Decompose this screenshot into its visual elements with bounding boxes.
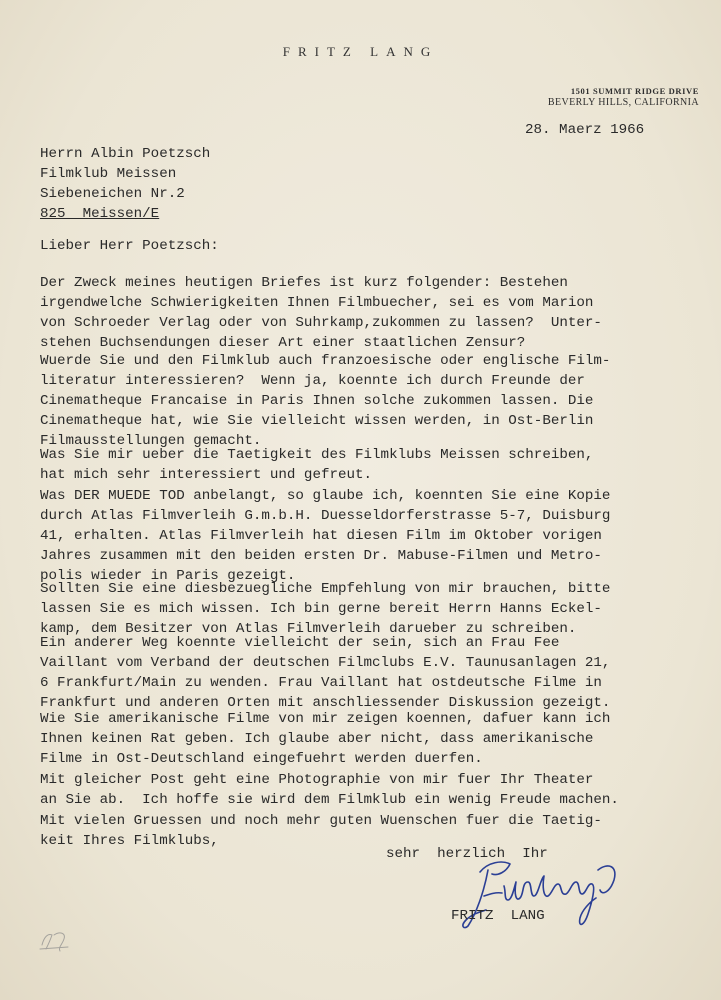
letterhead-city: BEVERLY HILLS, CALIFORNIA <box>547 97 699 108</box>
recipient-line-4: 825 Meissen/E <box>40 206 160 222</box>
closing-phrase: sehr herzlich Ihr <box>386 846 548 862</box>
pencil-mark <box>38 925 72 953</box>
paragraph-2: Wuerde Sie und den Filmklub auch franzoesische oder englische Film- literatur interessieren? Wenn ja, koennte ich durch Freunde der Cinematheque Francaise in Paris Ihnen solche zukommen lassen. Die Cinematheque hat, wie Sie vielleicht wissen werden, in Ost-Berlin Filmausstellungen gemacht. <box>40 353 611 449</box>
paragraph-3: Was Sie mir ueber die Taetigkeit des Filmklubs Meissen schreiben, hat mich sehr interessiert und gefreut. <box>40 447 594 483</box>
paragraph-9: Mit vielen Gruessen und noch mehr guten Wuenschen fuer die Taetig- keit Ihres Filmklubs, <box>40 813 602 849</box>
letterhead-name: FRITZ LANG <box>282 44 439 59</box>
letterhead-street: 1501 SUMMIT RIDGE DRIVE <box>570 86 699 96</box>
recipient-address <box>40 144 210 224</box>
paragraph-4: Was DER MUEDE TOD anbelangt, so glaube ich, koennten Sie eine Kopie durch Atlas Filmverleih G.m.b.H. Duesseldorferstrasse 5-7, Duisburg 41, erhalten. Atlas Filmverleih hat diesen Film im Oktober vorigen Jahres zusammen mit den beiden ersten Dr. Mabuse-Filmen und Metro- polis wieder in Paris gezeigt. <box>40 488 611 584</box>
paragraph-8: Mit gleicher Post geht eine Photographie von mir fuer Ihr Theater an Sie ab. Ich hoffe sie wird dem Filmklub ein wenig Freude machen. <box>40 772 619 808</box>
paragraph-5: Sollten Sie eine diesbezuegliche Empfehlung von mir brauchen, bitte lassen Sie es mich wissen. Ich bin gerne bereit Herrn Hanns Eckel- kamp, dem Besitzer von Atlas Filmverleih darueber zu schreiben. <box>40 581 611 637</box>
typed-signature-name: FRITZ LANG <box>451 908 545 924</box>
recipient-line-1: Herrn Albin Poetzsch <box>40 146 211 162</box>
paragraph-6: Ein anderer Weg koennte vielleicht der sein, sich an Frau Fee Vaillant vom Verband der deutschen Filmclubs E.V. Taunusanlagen 21, 6 Frankfurt/Main zu wenden. Frau Vaillant hat ostdeutsche Filme in Frankfurt und anderen Orten mit anschliessender Diskussion gezeigt. <box>40 635 611 711</box>
paragraph-7: Wie Sie amerikanische Filme von mir zeigen koennen, dafuer kann ich Ihnen keinen Rat geben. Ich glaube aber nicht, dass amerikanische Filme in Ost-Deutschland eingefuehrt werden duerfen. <box>40 711 611 767</box>
recipient-line-2: Filmklub Meissen <box>40 166 177 182</box>
salutation: Lieber Herr Poetzsch: <box>40 238 219 254</box>
paragraph-1: Der Zweck meines heutigen Briefes ist kurz folgender: Bestehen irgendwelche Schwierigkeiten Ihnen Filmbuecher, sei es vom Marion von Schroeder Verlag oder von Suhrkamp,zukommen zu lassen? Unter- stehen Buchsendungen dieser Art einer staatlichen Zensur? <box>40 275 602 351</box>
letter-date: 28. Maerz 1966 <box>525 122 645 138</box>
recipient-line-3: Siebeneichen Nr.2 <box>40 186 185 202</box>
